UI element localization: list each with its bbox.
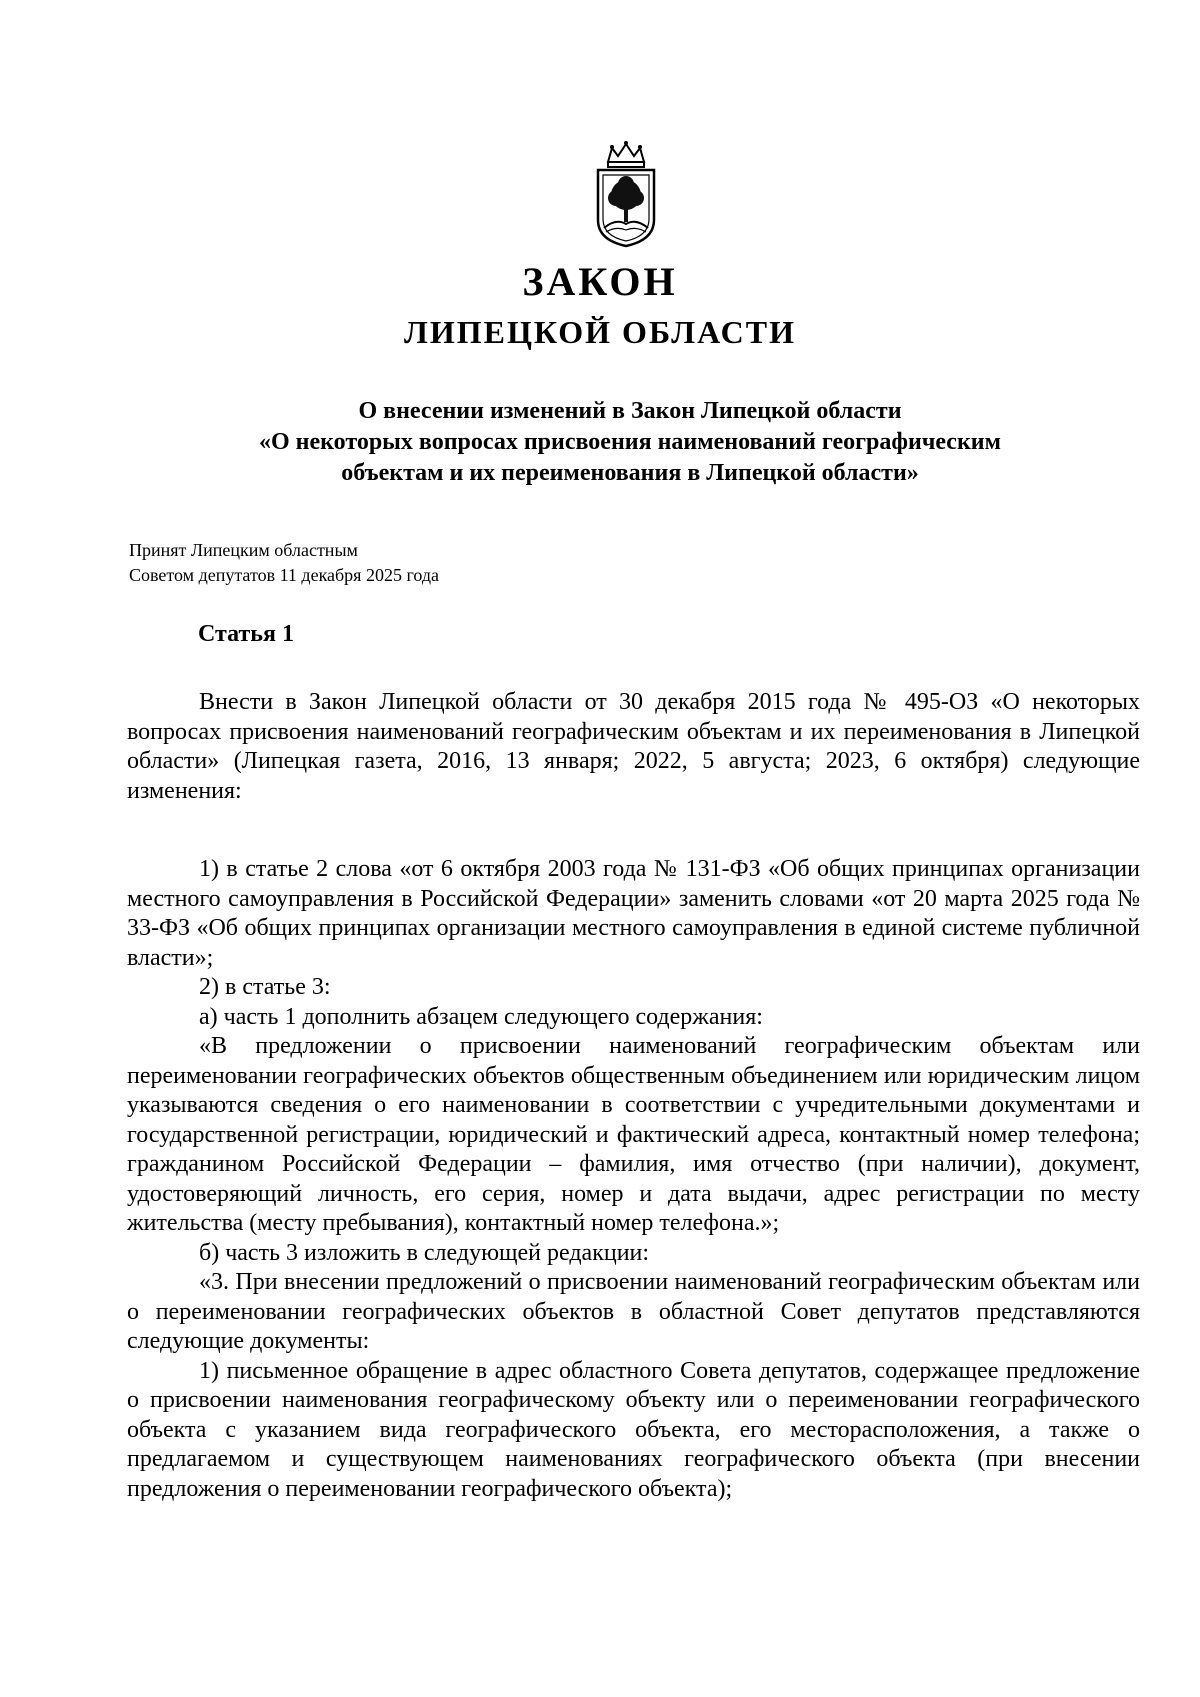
- document-title: ЗАКОН: [522, 259, 678, 304]
- amendment-paragraph: б) часть 3 изложить в следующей редакции:: [199, 1239, 650, 1266]
- law-title-line: О внесении изменений в Закон Липецкой области: [358, 398, 902, 424]
- adoption-note: [129, 538, 439, 588]
- coat-of-arms-icon: [586, 140, 666, 250]
- law-title-line: объектам и их переименования в Липецкой области»: [341, 460, 919, 486]
- article-amendments-block: [127, 855, 1140, 1504]
- document-subtitle: ЛИПЕЦКОЙ ОБЛАСТИ: [404, 314, 796, 350]
- amendment-paragraph: 2) в статье 3:: [199, 974, 331, 1000]
- article-intro: Внести в Закон Липецкой области от 30 декабря 2015 года № 495-ОЗ «О некоторых вопросах присвоения наименований географическим объектам и их переименования в Липецкой области» (Липецкая газета, 2016, 13 января; 2022, 5 августа; 2023, 6 октября) следующие изменения:: [127, 689, 1140, 804]
- article-title: Статья 1: [198, 621, 294, 647]
- law-title-line: «О некоторых вопросах присвоения наименований географическим: [259, 429, 1001, 455]
- law-title: [160, 396, 1100, 489]
- coat-of-arms-emblem: [586, 140, 666, 250]
- adoption-line: Советом депутатов 11 декабря 2025 года: [129, 565, 440, 585]
- amendment-paragraph: «В предложении о присвоении наименований географическим объектам или переименовании географических объектов общественным объединением или юридическим лицом указываются сведения о его наименовании в соответствии с учредительными документами и государственной регистрации, юридический и фактический адреса, контактный номер телефона; гражданином Российской Федерации – фамилия, имя отчество (при наличии), документ, удостоверяющий личность, его серия, номер и дата выдачи, адрес регистрации по месту жительства (месту пребывания), контактный номер телефона.»;: [127, 1033, 1140, 1236]
- article-intro-block: [127, 688, 1140, 806]
- adoption-line: Принят Липецким областным: [129, 540, 358, 560]
- amendment-paragraph: 1) в статье 2 слова «от 6 октября 2003 года № 131-ФЗ «Об общих принципах организации местного самоуправления в Российской Федерации» заменить словами «от 20 марта 2025 года № 33-ФЗ «Об общих принципах организации местного самоуправления в единой системе публичной власти»;: [127, 856, 1140, 971]
- amendment-paragraph: 1) письменное обращение в адрес областного Совета депутатов, содержащее предложение о присвоении наименования географическому объекту или о переименовании географического объекта с указанием вида географического объекта, его месторасположения, а также о предлагаемом и существующем наименованиях географического объекта (при внесении предложения о переименовании географического объекта);: [127, 1357, 1140, 1502]
- amendment-paragraph: «3. При внесении предложений о присвоении наименований географическим объектам или о переименовании географических объектов в областной Совет депутатов представляются следующие документы:: [127, 1269, 1140, 1354]
- amendment-paragraph: а) часть 1 дополнить абзацем следующего содержания:: [199, 1003, 763, 1030]
